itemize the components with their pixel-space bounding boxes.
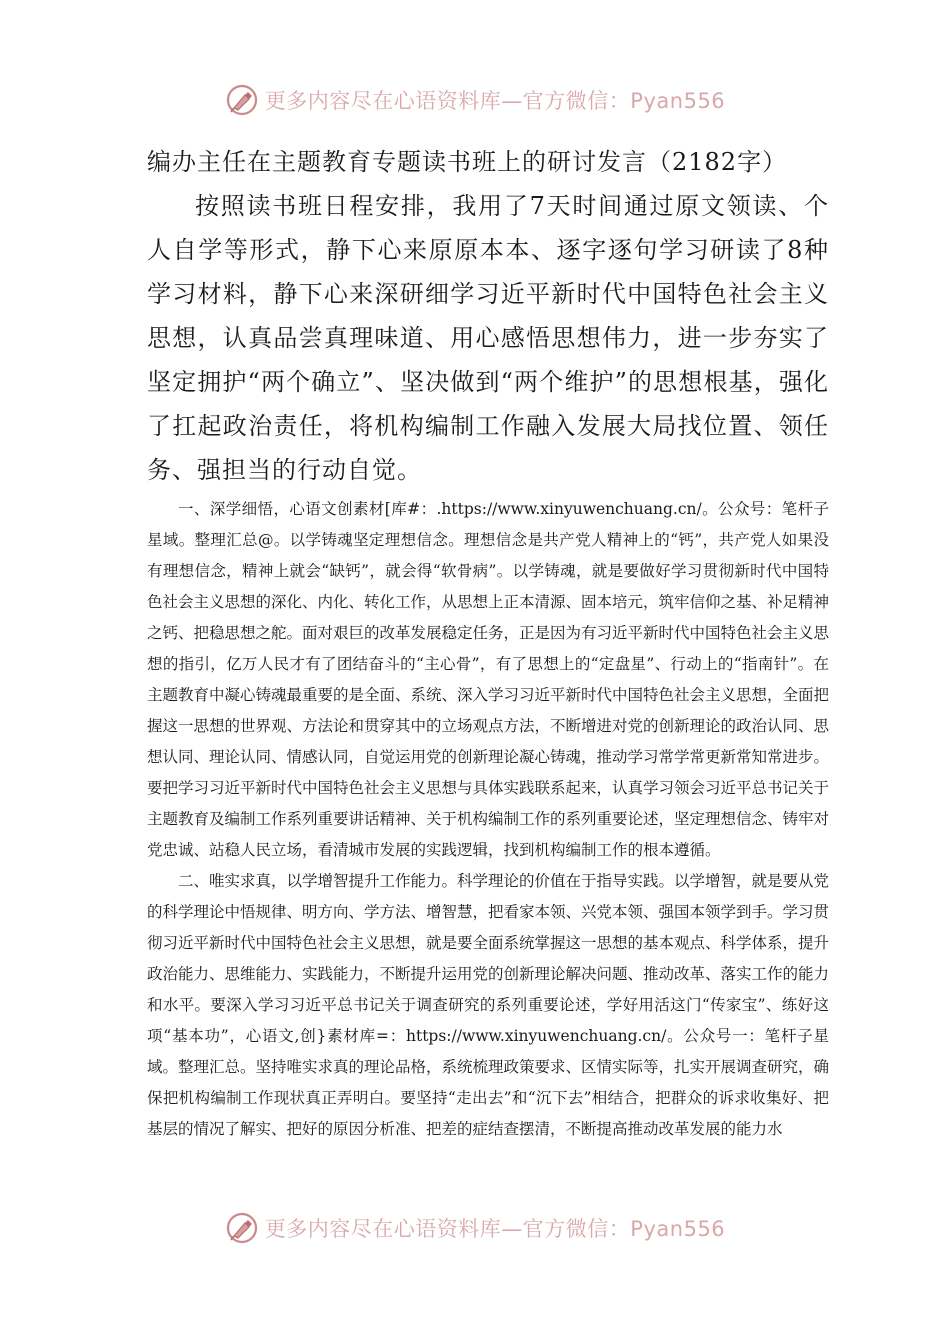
body-paragraph: 一、深学细悟，心语文创素材[库#：.https://www.xinyuwenchuang.cn/。公众号：笔杆子星域。整理汇总@。以学铸魂坚定理想信念。理想信念是共产党人精神上的“钙”，共产党人如果没有理想信念，精神上就会“缺钙”，就会得“软骨病”。以学铸魂，就是要做好学习贯彻新时代中国特色社会主义思想的深化、内化、转化工作，从思想上正本清源、固本培元，筑牢信仰之基、补足精神之钙、把稳思想之舵。面对艰巨的改革发展稳定任务，正是因为有习近平新时代中国特色社会主义思想的指引，亿万人民才有了团结奋斗的“主心骨”，有了思想上的“定盘星”、行动上的“指南针”。在主题教育中凝心铸魂最重要的是全面、系统、深入学习习近平新时代中国特色社会主义思想，全面把握这一思想的世界观、方法论和贯穿其中的立场观点方法，不断增进对党的创新理论的政治认同、思想认同、理论认同、情感认同，自觉运用党的创新理论凝心铸魂，推动学习常学常更新常知常进步。要把学习习近平新时代中国特色社会主义思想与具体实践联系起来，认真学习领会习近平总书记关于主题教育及编制工作系列重要讲话精神、关于机构编制工作的系列重要论述，坚定理想信念、铸牢对党忠诚、站稳人民立场，看清城市发展的实践逻辑，找到机构编制工作的根本遵循。 [147, 500, 830, 859]
header-watermark [0, 78, 950, 122]
pen-nib-logo-icon [225, 83, 259, 117]
watermark-text: 更多内容尽在心语资料库—官方微信：Pyan556 [264, 1217, 726, 1241]
footer-watermark [0, 1206, 950, 1250]
intro-paragraph: 按照读书班日程安排，我用了7天时间通过原文领读、个人自学等形式，静下心来原原本本、逐字逐句学习研读了8种学习材料，静下心来深研细学习近平新时代中国特色社会主义思想，认真品尝真理味道、用心感悟思想伟力，进一步夯实了坚定拥护“两个确立”、坚决做到“两个维护”的思想根基，强化了扛起政治责任，将机构编制工作融入发展大局找位置、领任务、强担当的行动自觉。 [147, 192, 829, 484]
document-body [147, 140, 829, 1145]
watermark-text: 更多内容尽在心语资料库—官方微信：Pyan556 [264, 89, 726, 113]
document-title: 编办主任在主题教育专题读书班上的研讨发言（2182字） [147, 148, 788, 176]
pen-nib-logo-icon [225, 1211, 259, 1245]
body-paragraph: 二、唯实求真，以学增智提升工作能力。科学理论的价值在于指导实践。以学增智，就是要从党的科学理论中悟规律、明方向、学方法、增智慧，把看家本领、兴党本领、强国本领学到手。学习贯彻习近平新时代中国特色社会主义思想，就是要全面系统掌握这一思想的基本观点、科学体系，提升政治能力、思维能力、实践能力，不断提升运用党的创新理论解决问题、推动改革、落实工作的能力和水平。要深入学习习近平总书记关于调查研究的系列重要论述，学好用活这门“传家宝”、练好这项“基本功”，心语文,创}素材库=：https://www.xinyuwenchuang.cn/。公众号一：笔杆子星域。整理汇总。坚持唯实求真的理论品格，系统梳理政策要求、区情实际等，扎实开展调查研究，确保把机构编制工作现状真正弄明白。要坚持“走出去”和“沉下去”相结合，把群众的诉求收集好、把基层的情况了解实、把好的原因分析准、把差的症结查摆清，不断提高推动改革发展的能力水 [147, 872, 830, 1138]
